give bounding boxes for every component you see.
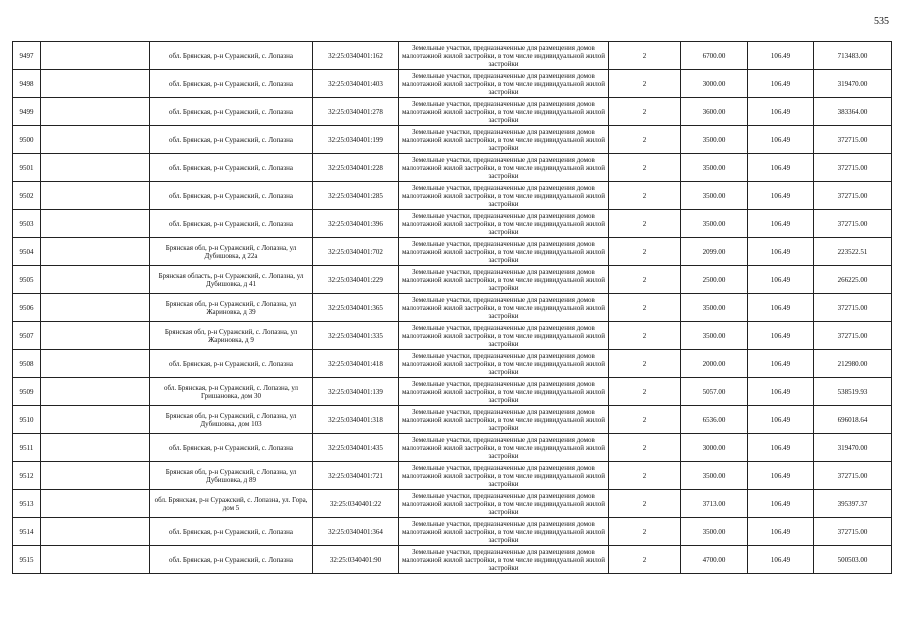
cadastral-value-cell: 372715.00 <box>814 126 892 154</box>
cadastral-value-cell: 212980.00 <box>814 350 892 378</box>
rate-cell: 106.49 <box>748 154 814 182</box>
address-cell: обл. Брянская, р-н Суражский, с. Лопазна <box>150 210 313 238</box>
row-number-cell: 9503 <box>13 210 41 238</box>
group-cell: 2 <box>609 182 681 210</box>
land-plots-table <box>12 41 892 574</box>
address-cell: Брянская обл, р-н Суражский, с Лопазна, ул Дубишовка, д 89 <box>150 462 313 490</box>
land-use-cell: Земельные участки, предназначенные для размещения домов малоэтажной жилой застройки, в том числе индивидуальной жилой застройки <box>399 378 609 406</box>
rate-cell: 106.49 <box>748 406 814 434</box>
group-cell: 2 <box>609 490 681 518</box>
land-use-cell: Земельные участки, предназначенные для размещения домов малоэтажной жилой застройки, в том числе индивидуальной жилой застройки <box>399 42 609 70</box>
address-cell: обл. Брянская, р-н Суражский, с. Лопазна <box>150 98 313 126</box>
land-use-cell: Земельные участки, предназначенные для размещения домов малоэтажной жилой застройки, в том числе индивидуальной жилой застройки <box>399 406 609 434</box>
spacer-cell <box>41 266 150 294</box>
address-cell: Брянская область, р-н Суражский, с. Лопазна, ул Дубишовка, д 41 <box>150 266 313 294</box>
group-cell: 2 <box>609 42 681 70</box>
cadastral-number-cell: 32:25:0340401:318 <box>313 406 399 434</box>
row-number-cell: 9509 <box>13 378 41 406</box>
row-number-cell: 9497 <box>13 42 41 70</box>
group-cell: 2 <box>609 238 681 266</box>
spacer-cell <box>41 98 150 126</box>
address-cell: обл. Брянская, р-н Суражский, с. Лопазна <box>150 182 313 210</box>
spacer-cell <box>41 182 150 210</box>
table-body <box>13 42 892 574</box>
land-use-cell: Земельные участки, предназначенные для размещения домов малоэтажной жилой застройки, в том числе индивидуальной жилой застройки <box>399 294 609 322</box>
row-number-cell: 9502 <box>13 182 41 210</box>
cadastral-number-cell: 32:25:0340401:285 <box>313 182 399 210</box>
table-row <box>13 378 892 406</box>
address-cell: Брянская обл, р-н Суражский, с Лопазна, ул Дубишовка, дом 103 <box>150 406 313 434</box>
rate-cell: 106.49 <box>748 238 814 266</box>
area-cell: 3500.00 <box>681 210 748 238</box>
spacer-cell <box>41 434 150 462</box>
area-cell: 3500.00 <box>681 126 748 154</box>
rate-cell: 106.49 <box>748 266 814 294</box>
cadastral-value-cell: 319470.00 <box>814 70 892 98</box>
row-number-cell: 9514 <box>13 518 41 546</box>
cadastral-value-cell: 538519.93 <box>814 378 892 406</box>
land-use-cell: Земельные участки, предназначенные для размещения домов малоэтажной жилой застройки, в том числе индивидуальной жилой застройки <box>399 70 609 98</box>
rate-cell: 106.49 <box>748 210 814 238</box>
cadastral-number-cell: 32:25:0340401:364 <box>313 518 399 546</box>
spacer-cell <box>41 546 150 574</box>
rate-cell: 106.49 <box>748 98 814 126</box>
address-cell: Брянская обл, р-н Суражский, с. Лопазна, ул Жариновка, д 9 <box>150 322 313 350</box>
address-cell: обл. Брянская, р-н Суражский, с. Лопазна, ул. Гора, дом 5 <box>150 490 313 518</box>
group-cell: 2 <box>609 210 681 238</box>
table-row <box>13 434 892 462</box>
area-cell: 3000.00 <box>681 434 748 462</box>
spacer-cell <box>41 378 150 406</box>
rate-cell: 106.49 <box>748 70 814 98</box>
address-cell: обл. Брянская, р-н Суражский, с. Лопазна <box>150 434 313 462</box>
group-cell: 2 <box>609 434 681 462</box>
cadastral-value-cell: 372715.00 <box>814 518 892 546</box>
cadastral-value-cell: 500503.00 <box>814 546 892 574</box>
cadastral-value-cell: 223522.51 <box>814 238 892 266</box>
area-cell: 3500.00 <box>681 518 748 546</box>
table-row <box>13 350 892 378</box>
group-cell: 2 <box>609 154 681 182</box>
area-cell: 2500.00 <box>681 266 748 294</box>
cadastral-value-cell: 372715.00 <box>814 322 892 350</box>
table-row <box>13 154 892 182</box>
group-cell: 2 <box>609 350 681 378</box>
land-use-cell: Земельные участки, предназначенные для размещения домов малоэтажной жилой застройки, в том числе индивидуальной жилой застройки <box>399 238 609 266</box>
land-use-cell: Земельные участки, предназначенные для размещения домов малоэтажной жилой застройки, в том числе индивидуальной жилой застройки <box>399 546 609 574</box>
group-cell: 2 <box>609 322 681 350</box>
cadastral-value-cell: 696018.64 <box>814 406 892 434</box>
table-row <box>13 322 892 350</box>
spacer-cell <box>41 350 150 378</box>
cadastral-number-cell: 32:25:0340401:228 <box>313 154 399 182</box>
area-cell: 3500.00 <box>681 294 748 322</box>
rate-cell: 106.49 <box>748 518 814 546</box>
spacer-cell <box>41 406 150 434</box>
cadastral-value-cell: 713483.00 <box>814 42 892 70</box>
group-cell: 2 <box>609 294 681 322</box>
address-cell: обл. Брянская, р-н Суражский, с. Лопазна <box>150 42 313 70</box>
cadastral-number-cell: 32:25:0340401:90 <box>313 546 399 574</box>
row-number-cell: 9508 <box>13 350 41 378</box>
rate-cell: 106.49 <box>748 378 814 406</box>
rate-cell: 106.49 <box>748 126 814 154</box>
page-number: 535 <box>874 16 889 27</box>
area-cell: 2099.00 <box>681 238 748 266</box>
spacer-cell <box>41 518 150 546</box>
rate-cell: 106.49 <box>748 462 814 490</box>
land-use-cell: Земельные участки, предназначенные для размещения домов малоэтажной жилой застройки, в том числе индивидуальной жилой застройки <box>399 462 609 490</box>
spacer-cell <box>41 322 150 350</box>
land-use-cell: Земельные участки, предназначенные для размещения домов малоэтажной жилой застройки, в том числе индивидуальной жилой застройки <box>399 154 609 182</box>
table-row <box>13 238 892 266</box>
land-use-cell: Земельные участки, предназначенные для размещения домов малоэтажной жилой застройки, в том числе индивидуальной жилой застройки <box>399 350 609 378</box>
row-number-cell: 9515 <box>13 546 41 574</box>
land-use-cell: Земельные участки, предназначенные для размещения домов малоэтажной жилой застройки, в том числе индивидуальной жилой застройки <box>399 434 609 462</box>
cadastral-number-cell: 32:25:0340401:365 <box>313 294 399 322</box>
area-cell: 3600.00 <box>681 98 748 126</box>
cadastral-value-cell: 319470.00 <box>814 434 892 462</box>
cadastral-number-cell: 32:25:0340401:396 <box>313 210 399 238</box>
spacer-cell <box>41 154 150 182</box>
area-cell: 3500.00 <box>681 322 748 350</box>
row-number-cell: 9513 <box>13 490 41 518</box>
spacer-cell <box>41 70 150 98</box>
group-cell: 2 <box>609 98 681 126</box>
address-cell: обл. Брянская, р-н Суражский, с. Лопазна <box>150 350 313 378</box>
address-cell: Брянская обл, р-н Суражский, с Лопазна, ул Дубишовка, д 22а <box>150 238 313 266</box>
land-use-cell: Земельные участки, предназначенные для размещения домов малоэтажной жилой застройки, в том числе индивидуальной жилой застройки <box>399 322 609 350</box>
area-cell: 6536.00 <box>681 406 748 434</box>
area-cell: 6700.00 <box>681 42 748 70</box>
table-row <box>13 98 892 126</box>
area-cell: 3713.00 <box>681 490 748 518</box>
table-row <box>13 42 892 70</box>
row-number-cell: 9500 <box>13 126 41 154</box>
cadastral-number-cell: 32:25:0340401:403 <box>313 70 399 98</box>
cadastral-value-cell: 372715.00 <box>814 210 892 238</box>
cadastral-number-cell: 32:25:0340401:335 <box>313 322 399 350</box>
cadastral-number-cell: 32:25:0340401:162 <box>313 42 399 70</box>
table-row <box>13 210 892 238</box>
address-cell: обл. Брянская, р-н Суражский, с. Лопазна <box>150 518 313 546</box>
cadastral-number-cell: 32:25:0340401:435 <box>313 434 399 462</box>
spacer-cell <box>41 210 150 238</box>
area-cell: 2000.00 <box>681 350 748 378</box>
group-cell: 2 <box>609 266 681 294</box>
cadastral-number-cell: 32:25:0340401:22 <box>313 490 399 518</box>
row-number-cell: 9512 <box>13 462 41 490</box>
spacer-cell <box>41 126 150 154</box>
group-cell: 2 <box>609 546 681 574</box>
rate-cell: 106.49 <box>748 350 814 378</box>
land-use-cell: Земельные участки, предназначенные для размещения домов малоэтажной жилой застройки, в том числе индивидуальной жилой застройки <box>399 126 609 154</box>
cadastral-number-cell: 32:25:0340401:139 <box>313 378 399 406</box>
table-row <box>13 546 892 574</box>
land-use-cell: Земельные участки, предназначенные для размещения домов малоэтажной жилой застройки, в том числе индивидуальной жилой застройки <box>399 490 609 518</box>
rate-cell: 106.49 <box>748 546 814 574</box>
land-use-cell: Земельные участки, предназначенные для размещения домов малоэтажной жилой застройки, в том числе индивидуальной жилой застройки <box>399 518 609 546</box>
rate-cell: 106.49 <box>748 42 814 70</box>
land-use-cell: Земельные участки, предназначенные для размещения домов малоэтажной жилой застройки, в том числе индивидуальной жилой застройки <box>399 210 609 238</box>
cadastral-number-cell: 32:25:0340401:278 <box>313 98 399 126</box>
table-row <box>13 490 892 518</box>
row-number-cell: 9506 <box>13 294 41 322</box>
spacer-cell <box>41 490 150 518</box>
spacer-cell <box>41 294 150 322</box>
group-cell: 2 <box>609 406 681 434</box>
area-cell: 3500.00 <box>681 182 748 210</box>
cadastral-value-cell: 266225.00 <box>814 266 892 294</box>
group-cell: 2 <box>609 462 681 490</box>
address-cell: обл. Брянская, р-н Суражский, с. Лопазна <box>150 154 313 182</box>
rate-cell: 106.49 <box>748 490 814 518</box>
area-cell: 3000.00 <box>681 70 748 98</box>
table-row <box>13 294 892 322</box>
row-number-cell: 9511 <box>13 434 41 462</box>
area-cell: 4700.00 <box>681 546 748 574</box>
cadastral-value-cell: 383364.00 <box>814 98 892 126</box>
cadastral-value-cell: 372715.00 <box>814 182 892 210</box>
table-row <box>13 126 892 154</box>
row-number-cell: 9501 <box>13 154 41 182</box>
rate-cell: 106.49 <box>748 434 814 462</box>
cadastral-value-cell: 372715.00 <box>814 294 892 322</box>
group-cell: 2 <box>609 518 681 546</box>
rate-cell: 106.49 <box>748 294 814 322</box>
table-row <box>13 406 892 434</box>
table-row <box>13 518 892 546</box>
address-cell: обл. Брянская, р-н Суражский, с. Лопазна <box>150 126 313 154</box>
cadastral-number-cell: 32:25:0340401:229 <box>313 266 399 294</box>
row-number-cell: 9504 <box>13 238 41 266</box>
group-cell: 2 <box>609 70 681 98</box>
spacer-cell <box>41 462 150 490</box>
land-use-cell: Земельные участки, предназначенные для размещения домов малоэтажной жилой застройки, в том числе индивидуальной жилой застройки <box>399 266 609 294</box>
land-use-cell: Земельные участки, предназначенные для размещения домов малоэтажной жилой застройки, в том числе индивидуальной жилой застройки <box>399 98 609 126</box>
table-row <box>13 266 892 294</box>
row-number-cell: 9510 <box>13 406 41 434</box>
row-number-cell: 9507 <box>13 322 41 350</box>
cadastral-number-cell: 32:25:0340401:199 <box>313 126 399 154</box>
cadastral-value-cell: 372715.00 <box>814 154 892 182</box>
group-cell: 2 <box>609 378 681 406</box>
rate-cell: 106.49 <box>748 322 814 350</box>
table-row <box>13 462 892 490</box>
row-number-cell: 9498 <box>13 70 41 98</box>
address-cell: Брянская обл, р-н Суражский, с Лопазна, ул Жариновка, д 39 <box>150 294 313 322</box>
row-number-cell: 9505 <box>13 266 41 294</box>
land-use-cell: Земельные участки, предназначенные для размещения домов малоэтажной жилой застройки, в том числе индивидуальной жилой застройки <box>399 182 609 210</box>
cadastral-number-cell: 32:25:0340401:721 <box>313 462 399 490</box>
area-cell: 3500.00 <box>681 154 748 182</box>
spacer-cell <box>41 42 150 70</box>
spacer-cell <box>41 238 150 266</box>
area-cell: 3500.00 <box>681 462 748 490</box>
row-number-cell: 9499 <box>13 98 41 126</box>
address-cell: обл. Брянская, р-н Суражский, с. Лопазна <box>150 546 313 574</box>
cadastral-value-cell: 395397.37 <box>814 490 892 518</box>
cadastral-value-cell: 372715.00 <box>814 462 892 490</box>
group-cell: 2 <box>609 126 681 154</box>
rate-cell: 106.49 <box>748 182 814 210</box>
table-row <box>13 70 892 98</box>
area-cell: 5057.00 <box>681 378 748 406</box>
address-cell: обл. Брянская, р-н Суражский, с. Лопазна <box>150 70 313 98</box>
address-cell: обл. Брянская, р-н Суражский, с. Лопазна, ул Гришановка, дом 30 <box>150 378 313 406</box>
table-row <box>13 182 892 210</box>
cadastral-number-cell: 32:25:0340401:418 <box>313 350 399 378</box>
cadastral-number-cell: 32:25:0340401:702 <box>313 238 399 266</box>
